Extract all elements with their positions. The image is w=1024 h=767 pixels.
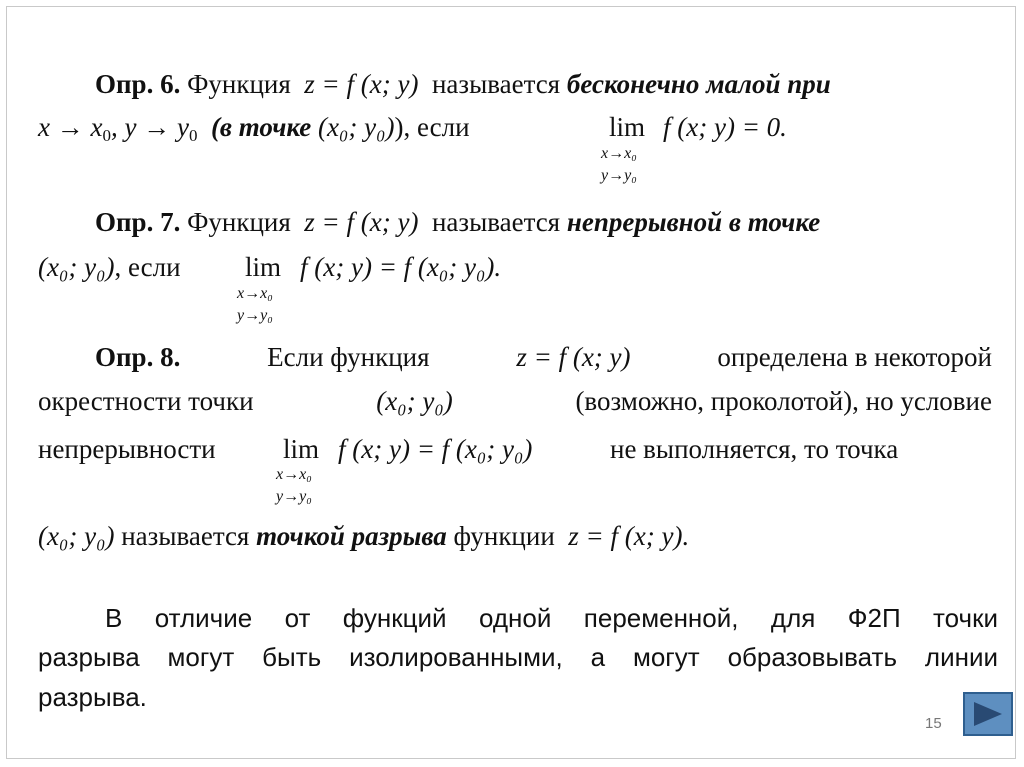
def8-of-function: функции bbox=[453, 521, 555, 551]
page-number: 15 bbox=[925, 715, 942, 732]
def7-limit-expr-text: f (x; y) = f (x₀; y₀). bbox=[300, 252, 502, 282]
def7-under1: x→x₀ bbox=[237, 285, 273, 302]
def6-word-function: Функция bbox=[187, 69, 291, 99]
def6-limit-expr-text: f (x; y) = 0. bbox=[663, 112, 787, 142]
def6-called: называется bbox=[431, 69, 561, 99]
note-line2: разрыва могут быть изолированными, а могут образовывать линии bbox=[38, 642, 998, 672]
def7-line2 bbox=[38, 250, 181, 284]
def7-line1 bbox=[95, 205, 820, 239]
def6-point: (x₀; y₀) bbox=[317, 112, 395, 142]
def6-cond-sub: 0 bbox=[102, 126, 111, 145]
def8-label: Опр. 8. bbox=[95, 342, 181, 372]
def8-not-fulfilled: не выполняется, то точка bbox=[610, 434, 899, 464]
def7-term: непрерывной в точке bbox=[566, 207, 821, 237]
def8-line1 bbox=[95, 340, 992, 374]
def8-expr2: z = f (x; y). bbox=[568, 521, 690, 551]
def8-line3-left bbox=[38, 432, 216, 466]
def6-term: бесконечно малой при bbox=[566, 69, 831, 99]
def8-limit-expr bbox=[338, 432, 532, 466]
def8-lim: lim bbox=[283, 434, 320, 464]
def7-expr: z = f (x; y) bbox=[304, 207, 419, 237]
def8-continuity: непрерывности bbox=[38, 434, 216, 464]
def6-limit-expr bbox=[663, 110, 787, 144]
def8-defined: определена в некоторой bbox=[717, 342, 992, 372]
def8-under2: y→y₀ bbox=[276, 488, 312, 505]
def6-if: если bbox=[416, 112, 470, 142]
def8-limit-expr-text: f (x; y) = f (x₀; y₀) bbox=[338, 434, 533, 464]
def6-close: ), bbox=[394, 112, 411, 142]
def7-word-function: Функция bbox=[187, 207, 291, 237]
note-line1 bbox=[105, 601, 998, 635]
def8-line4 bbox=[38, 519, 689, 553]
def7-lim: lim bbox=[245, 252, 282, 282]
def8-neighborhood: окрестности точки bbox=[38, 386, 254, 416]
def8-under1: x→x₀ bbox=[276, 466, 312, 483]
next-slide-button[interactable] bbox=[963, 692, 1013, 736]
def7-called: называется bbox=[431, 207, 561, 237]
def8-point: (x₀; y₀) bbox=[376, 386, 453, 416]
note-line1-text: В отличие от функций одной переменной, для Ф2П точки bbox=[105, 603, 998, 633]
def6-under1: x→x₀ bbox=[601, 145, 637, 162]
def8-term: точкой разрыва bbox=[256, 521, 447, 551]
def8-called: называется bbox=[121, 521, 250, 551]
def7-under2: y→y₀ bbox=[237, 307, 273, 324]
def8-if-function: Если функция bbox=[267, 342, 430, 372]
def6-line1 bbox=[95, 67, 831, 101]
def6-lim: lim bbox=[609, 112, 646, 142]
def6-cond: x → x bbox=[38, 112, 103, 142]
def6-expr: z = f (x; y) bbox=[304, 69, 419, 99]
def8-point2: (x₀; y₀) bbox=[38, 521, 115, 551]
def8-line2 bbox=[38, 384, 992, 418]
def7-point: (x₀; y₀) bbox=[38, 252, 115, 282]
play-next-icon bbox=[974, 702, 1002, 726]
def6-label: Опр. 6. bbox=[95, 69, 181, 99]
def7-label: Опр. 7. bbox=[95, 207, 181, 237]
note-line3: разрыва. bbox=[38, 682, 147, 712]
def7-if: , если bbox=[114, 252, 181, 282]
def6-cond2: , y → y bbox=[110, 112, 189, 142]
def6-line2 bbox=[38, 110, 470, 144]
def6-cond2-sub: 0 bbox=[188, 126, 198, 145]
def6-under2: y→y₀ bbox=[601, 167, 637, 184]
def8-line3-right bbox=[610, 432, 898, 466]
def8-possibly: (возможно, проколотой), но условие bbox=[575, 386, 992, 416]
def8-expr: z = f (x; y) bbox=[516, 342, 631, 372]
def6-in-point: (в точке bbox=[210, 112, 312, 142]
def7-limit-expr bbox=[300, 250, 501, 284]
